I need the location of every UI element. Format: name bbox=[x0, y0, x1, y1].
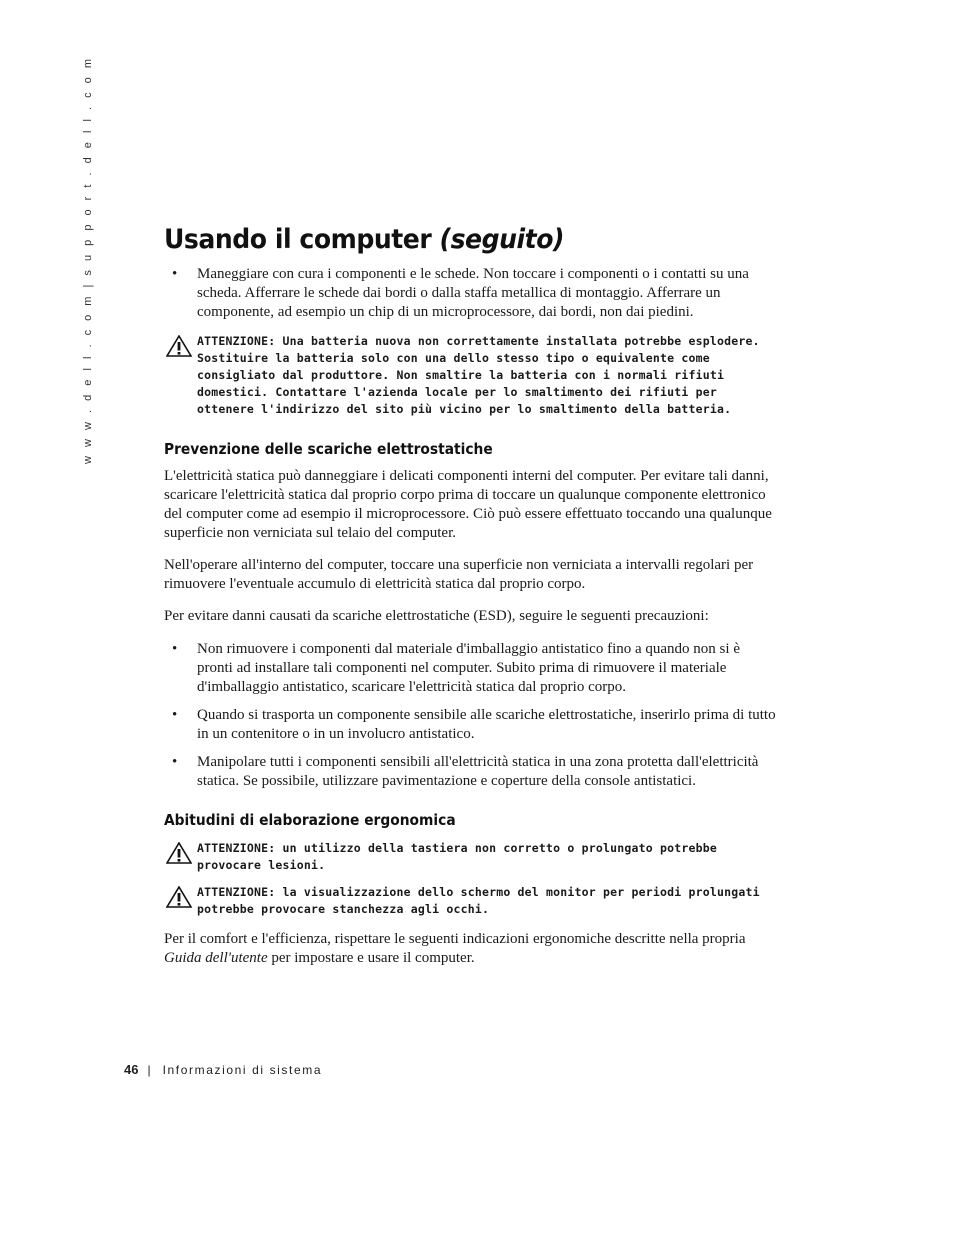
user-guide-title: Guida dell'utente bbox=[164, 950, 268, 966]
ergo-heading: Abitudini di elaborazione ergonomica bbox=[164, 811, 456, 829]
side-url bbox=[80, 56, 100, 464]
list-item: • Quando si trasporta un componente sensibile alle scariche elettrostatiche, inserirlo prima di tutto in un contenitore o in un involucro antistatico. bbox=[164, 706, 776, 744]
warning-icon bbox=[166, 886, 192, 908]
warning-keyboard bbox=[164, 840, 776, 874]
warning-icon bbox=[166, 335, 192, 357]
esd-paragraph-2: Nell'operare all'interno del computer, toccare una superficie non verniciata a intervalli regolari per rimuovere l'eventuale accumulo di elettricità statica dal proprio corpo. bbox=[164, 557, 754, 592]
warning-monitor-text: ATTENZIONE: la visualizzazione dello schermo del monitor per periodi prolungati potrebbe provocare stanchezza agli occhi. bbox=[197, 885, 760, 916]
ergo-paragraph-before: Per il comfort e l'efficienza, rispettare le seguenti indicazioni ergonomiche descritte nella propria bbox=[164, 931, 746, 947]
warning-battery bbox=[164, 333, 776, 418]
warning-battery-text: ATTENZIONE: Una batteria nuova non correttamente installata potrebbe esplodere. Sostituire la batteria solo con una dello stesso tipo o equivalente come consigliato dal produttore. Non smaltire la batteria con i normali rifiuti domestici. Contattare l'azienda locale per lo smaltimento dei rifiuti per ottenere l'indirizzo del sito più vicino per lo smaltimento della batteria. bbox=[197, 334, 760, 416]
page-title bbox=[164, 222, 733, 258]
list-item: • Non rimuovere i componenti dal materiale d'imballaggio antistatico fino a quando non si è pronti ad installare tali componenti nel computer. Subito prima di rimuovere il materiale d'imballaggio antistatico, scaricare l'elettricità statica dal proprio corpo. bbox=[164, 640, 776, 697]
section-name: Informazioni di sistema bbox=[162, 1063, 323, 1077]
title-main: Usando il computer bbox=[164, 224, 440, 255]
esd-paragraph-3: Per evitare danni causati da scariche elettrostatiche (ESD), seguire le seguenti precauzioni: bbox=[164, 608, 709, 624]
ergo-paragraph-after: per impostare e usare il computer. bbox=[267, 950, 475, 966]
warning-icon bbox=[166, 842, 192, 864]
warning-keyboard-text: ATTENZIONE: un utilizzo della tastiera non corretto o prolungato potrebbe provocare lesioni. bbox=[197, 841, 718, 872]
footer-separator: | bbox=[147, 1063, 151, 1077]
title-continued: (seguito) bbox=[439, 224, 565, 255]
esd-paragraph-1: L'elettricità statica può danneggiare i delicati componenti interni del computer. Per evitare tali danni, scaricare l'elettricità statica dal proprio corpo prima di toccare un qualunque componente elettronico del computer come ad esempio il microprocessore. Ciò può essere effettuato toccando una qualunque superficie non verniciata sul telaio del computer. bbox=[164, 468, 772, 541]
page-footer bbox=[124, 1062, 322, 1077]
intro-bullet-list bbox=[164, 265, 776, 322]
page-content bbox=[164, 222, 776, 968]
list-item: • Maneggiare con cura i componenti e le schede. Non toccare i componenti o i contatti su una scheda. Afferrare le schede dai bordi o dalla staffa metallica di montaggio. Afferrare un componente, ad esempio un chip di un microprocessore, dai bordi, non dai piedini. bbox=[164, 265, 776, 322]
esd-heading: Prevenzione delle scariche elettrostatiche bbox=[164, 440, 493, 458]
list-item: • Manipolare tutti i componenti sensibili all'elettricità statica in una zona protetta dall'elettricità statica. Se possibile, utilizzare pavimentazione e coperture della console antistatici. bbox=[164, 753, 776, 791]
warning-monitor bbox=[164, 884, 776, 918]
esd-bullet-list bbox=[164, 640, 776, 791]
ergo-paragraph bbox=[164, 930, 776, 968]
side-url-text: w w w . d e l l . c o m | s u p p o r t . d e l l . c o m bbox=[82, 56, 94, 464]
page-number: 46 bbox=[124, 1062, 139, 1077]
